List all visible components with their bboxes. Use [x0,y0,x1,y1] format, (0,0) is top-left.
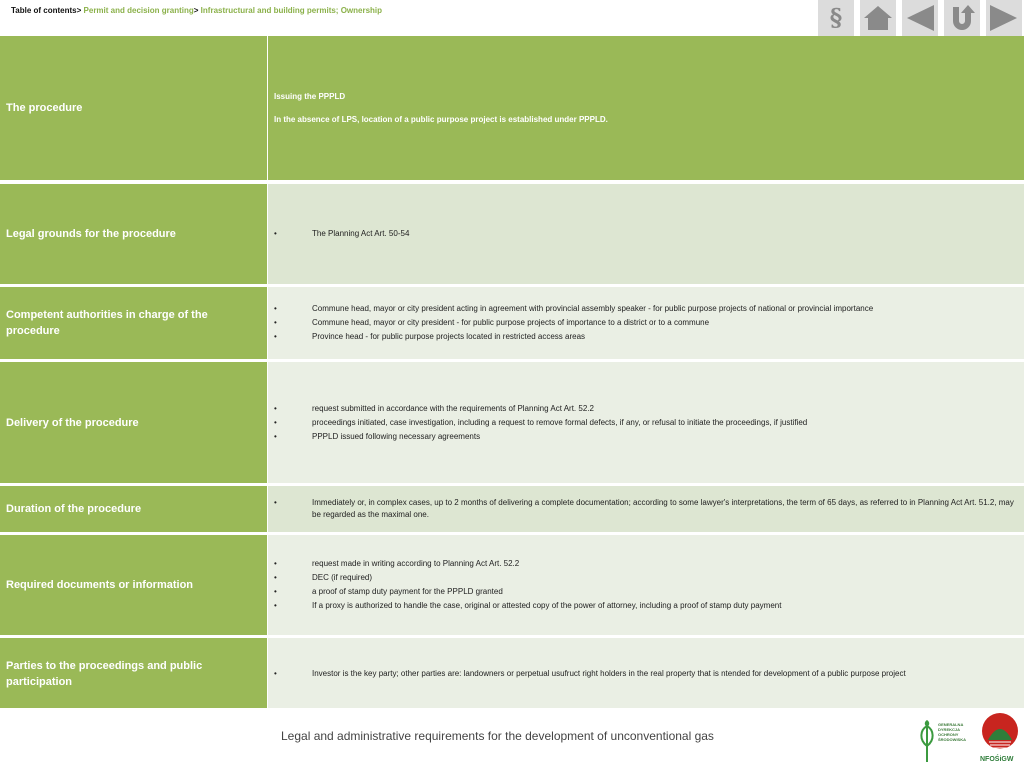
section-button[interactable] [818,0,854,36]
list-item: • Commune head, mayor or city president - for public purpose projects of importance to a district or to a commune [268,317,1020,329]
procedure-table [0,36,1024,712]
nav-toolbar [818,0,1024,36]
row-label: The procedure [0,36,268,180]
table-row [0,638,1024,712]
list-item: • proceedings initiated, case investigation, including a request to remove formal defects, if any, or refusal to initiate the proceedings, if justified [268,417,1020,429]
row-content [268,287,1024,359]
row-content [268,362,1024,483]
return-icon [947,3,977,33]
breadcrumb-separator: > [76,6,82,15]
gdos-logo [916,714,976,766]
breadcrumb [11,6,382,15]
table-row [0,36,1024,184]
list-item: • Province head - for public purpose projects located in restricted access areas [268,331,1020,343]
breadcrumb-link-infrastructural[interactable]: Infrastructural and building permits; Ownership [198,6,383,15]
row-content [268,486,1024,532]
procedure-title: Issuing the PPPLD [274,91,346,101]
section-icon: § [829,3,843,32]
table-row [0,486,1024,535]
row-label: Legal grounds for the procedure [0,184,268,284]
breadcrumb-root-link[interactable]: Table of contents [11,6,77,15]
list-item: • request submitted in accordance with the requirements of Planning Act Art. 52.2 [268,403,1020,415]
table-row [0,362,1024,486]
forward-button[interactable] [986,0,1022,36]
home-button[interactable] [860,0,896,36]
row-label: Competent authorities in charge of the procedure [0,287,268,359]
procedure-description: In the absence of LPS, location of a public purpose project is established under PPPLD. [274,114,608,124]
forward-arrow-icon [989,4,1019,32]
home-icon [863,4,893,32]
back-button[interactable] [902,0,938,36]
bullet-list [268,556,1020,614]
breadcrumb-separator: > [193,6,199,15]
list-item: • If a proxy is authorized to handle the case, original or attested copy of the power of attorney, including a proof of stamp duty payment [268,600,1020,612]
footer-title: Legal and administrative requirements for the development of unconventional gas [281,729,714,743]
back-arrow-icon [905,4,935,32]
header [0,0,1024,36]
list-item: • The Planning Act Art. 50-54 [268,228,1020,240]
row-content [268,36,1024,180]
row-content [268,535,1024,635]
footer [0,708,1024,768]
row-label: Delivery of the procedure [0,362,268,483]
bullet-list [268,666,1020,682]
breadcrumb-link-permits[interactable]: Permit and decision granting [81,6,194,15]
list-item: • Investor is the key party; other parties are: landowners or perpetual usufruct right holders in the real property that is ntended for development of a public purpose project [268,668,1020,680]
row-label: Required documents or information [0,535,268,635]
list-item: • Commune head, mayor or city president acting in agreement with provincial assembly speaker - for public purpose projects of national or provincial importance [268,303,1020,315]
table-row [0,535,1024,638]
nfosigw-label: NFOŚiGW [980,756,1014,763]
list-item: • a proof of stamp duty payment for the PPPLD granted [268,586,1020,598]
table-row [0,287,1024,362]
row-label: Parties to the proceedings and public participation [0,638,268,709]
nfosigw-logo [978,712,1022,768]
bullet-list [268,495,1020,523]
return-button[interactable] [944,0,980,36]
list-item: • DEC (if required) [268,572,1020,584]
gdos-logo-text: GENERALNA DYREKCJA OCHRONY ŚRODOWISKA [938,722,966,742]
list-item: • request made in writing according to Planning Act Art. 52.2 [268,558,1020,570]
bullet-list [268,401,1020,445]
leaf-icon [916,716,938,764]
bullet-list [268,226,1020,242]
bullet-list [268,301,1020,345]
row-label: Duration of the procedure [0,486,268,532]
list-item: • PPPLD issued following necessary agreements [268,431,1020,443]
row-content [268,638,1024,709]
row-content [268,184,1024,284]
table-row [0,184,1024,287]
list-item: • Immediately or, in complex cases, up to 2 months of delivering a complete documentation; according to some lawyer's interpretations, the term of 65 days, as referred to in Planning Act Art. 51.2, may be regarded as the maximal one. [268,497,1020,521]
nfosigw-emblem-icon [980,712,1020,754]
